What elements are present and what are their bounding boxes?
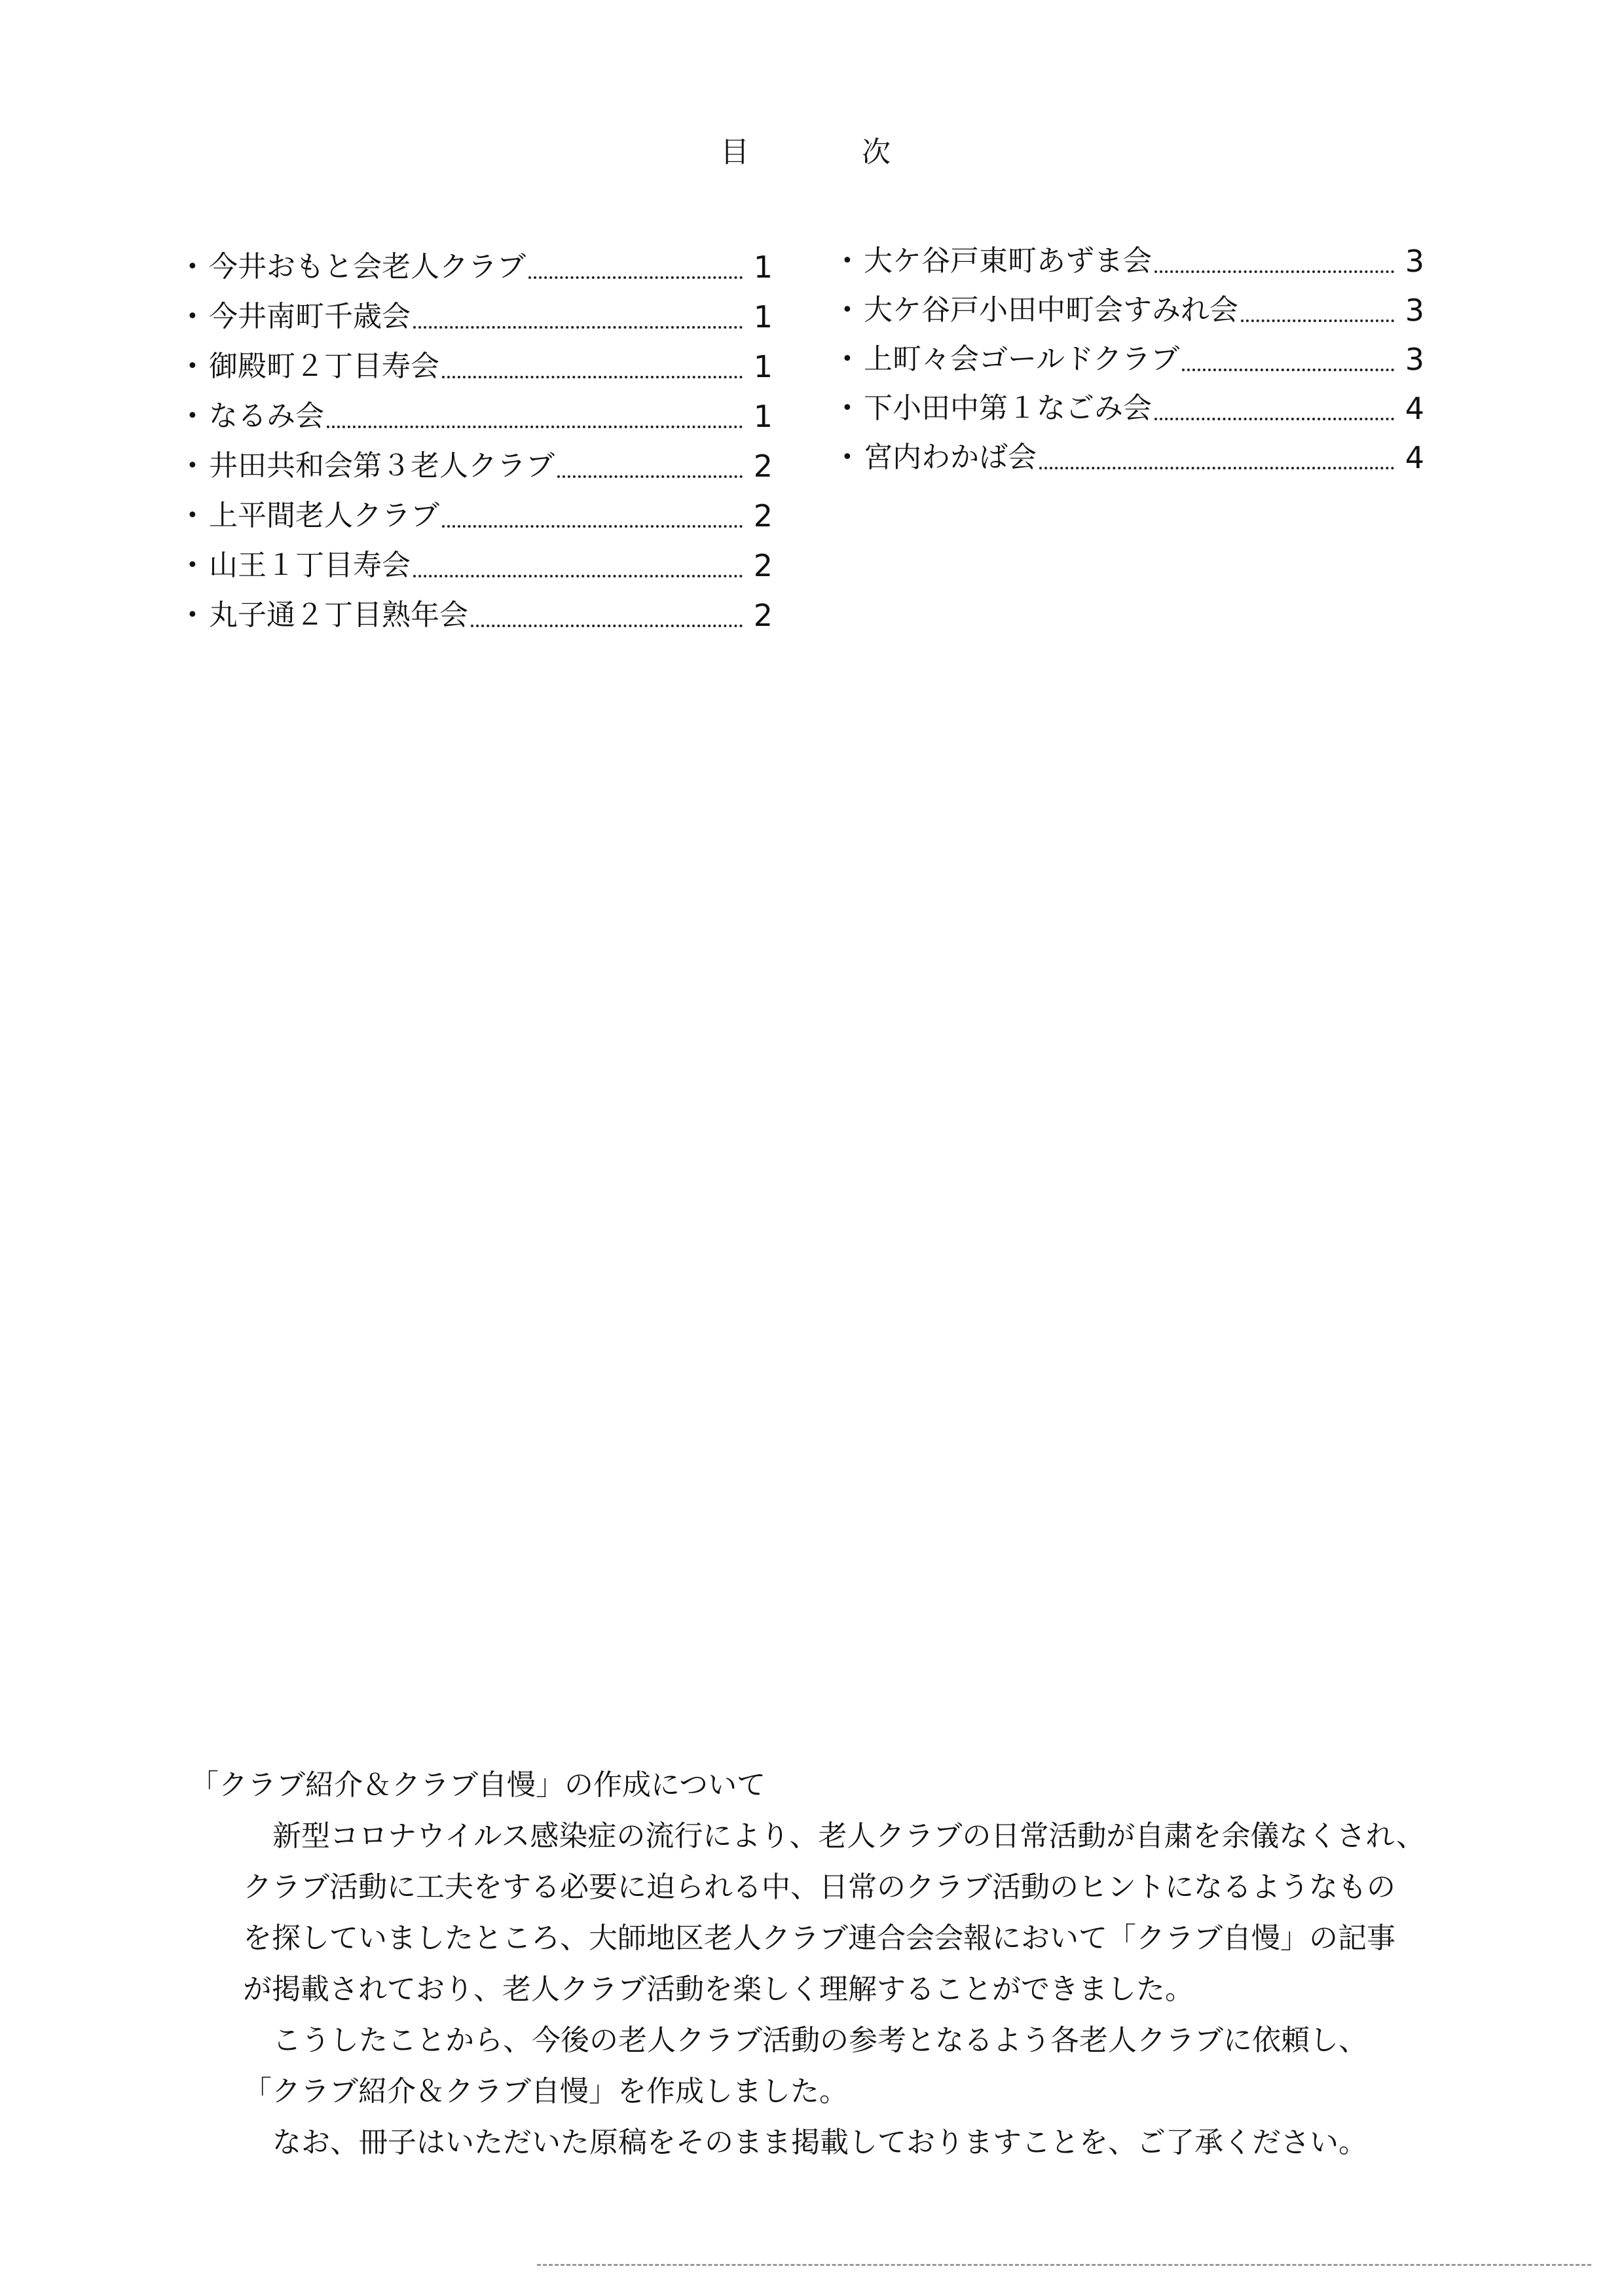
toc-dot-leader — [413, 575, 743, 577]
toc-entry[interactable] — [187, 534, 773, 584]
toc-dot-leader — [1154, 270, 1394, 273]
bullet-icon: • — [841, 348, 853, 371]
page-title-char-2: 次 — [862, 136, 891, 169]
toc-entry[interactable] — [187, 335, 773, 385]
toc-entry-label: 山王１丁目寿会 — [209, 549, 411, 582]
toc-entry-label: 上町々会ゴールドクラブ — [864, 342, 1180, 376]
intro-note-line: 「クラブ紹介＆クラブ自慢」を作成しました。 — [243, 2075, 848, 2108]
toc-entry[interactable] — [841, 280, 1424, 329]
toc-dot-leader — [413, 326, 743, 329]
page-title — [720, 134, 891, 171]
toc-entry-label: なるみ会 — [209, 399, 324, 433]
page-title-char-1: 目 — [720, 136, 749, 169]
toc-entry-page: 1 — [753, 249, 773, 285]
toc-entry-page: 1 — [753, 399, 773, 434]
toc-entry-page: 3 — [1405, 342, 1424, 377]
toc-dot-leader — [1039, 467, 1394, 469]
toc-entry-page: 2 — [753, 448, 773, 484]
bullet-icon: • — [841, 397, 853, 420]
toc-entry-label: 丸子通２丁目熟年会 — [209, 598, 468, 632]
toc-dot-leader — [1182, 369, 1394, 371]
toc-entry[interactable] — [187, 584, 773, 634]
bullet-icon: • — [841, 446, 853, 469]
toc-dot-leader — [327, 426, 743, 428]
toc-entry-page: 4 — [1405, 391, 1424, 426]
toc-dot-leader — [442, 525, 743, 528]
toc-entry-label: 大ケ谷戸東町あずま会 — [864, 244, 1152, 278]
bullet-icon: • — [187, 255, 198, 278]
toc-entry-page: 1 — [753, 299, 773, 335]
toc-entry[interactable] — [187, 385, 773, 435]
toc-entry-label: 御殿町２丁目寿会 — [209, 350, 439, 383]
bullet-icon: • — [187, 554, 198, 577]
toc-entry[interactable] — [841, 329, 1424, 378]
toc-entry-page: 2 — [753, 498, 773, 534]
intro-note — [190, 1760, 1466, 2168]
toc-dot-leader — [442, 376, 743, 378]
toc-entry-page: 1 — [753, 349, 773, 384]
toc-dot-leader — [528, 276, 743, 279]
toc-entry[interactable] — [841, 378, 1424, 427]
toc-dot-leader — [471, 625, 743, 627]
toc-entry-page: 4 — [1405, 440, 1424, 475]
toc-entry-page: 2 — [753, 598, 773, 633]
toc-right-column — [841, 230, 1424, 476]
bullet-icon: • — [187, 504, 198, 527]
toc-entry-label: 下小田中第１なごみ会 — [864, 392, 1152, 425]
toc-entry[interactable] — [187, 435, 773, 484]
bullet-icon: • — [187, 405, 198, 428]
intro-note-line: 新型コロナウイルス感染症の流行により、老人クラブの日常活動が自粛を余儀なくされ、 — [272, 1819, 1425, 1853]
bullet-icon: • — [841, 299, 853, 321]
toc-entry-page: 2 — [753, 548, 773, 583]
toc-entry-page: 3 — [1405, 293, 1424, 328]
toc-entry[interactable] — [187, 484, 773, 534]
toc-entry-page: 3 — [1405, 244, 1424, 279]
intro-note-line: が掲載されており、老人クラブ活動を楽しく理解することができました。 — [243, 1973, 1194, 2006]
toc-left-column — [187, 236, 773, 634]
toc-entry[interactable] — [187, 236, 773, 285]
toc-dot-leader — [1154, 418, 1394, 420]
toc-entry-label: 大ケ谷戸小田中町会すみれ会 — [864, 293, 1238, 327]
intro-note-line: こうしたことから、今後の老人クラブ活動の参考となるよう各老人クラブに依頼し、 — [272, 2024, 1367, 2057]
toc-dot-leader — [557, 475, 743, 478]
bullet-icon: • — [187, 604, 198, 627]
intro-note-line: クラブ活動に工夫をする必要に迫られる中、日常のクラブ活動のヒントになるようなもの — [243, 1870, 1395, 1904]
bullet-icon: • — [841, 249, 853, 272]
toc-entry-label: 宮内わかば会 — [864, 441, 1037, 474]
toc-entry-label: 今井南町千歳会 — [209, 300, 411, 333]
toc-entry-label: 井田共和会第３老人クラブ — [209, 449, 555, 483]
toc-entry-label: 上平間老人クラブ — [209, 499, 439, 532]
bullet-icon: • — [187, 305, 198, 328]
toc-entry[interactable] — [841, 230, 1424, 280]
toc-dot-leader — [1241, 319, 1394, 322]
intro-note-heading: 「クラブ紹介＆クラブ自慢」の作成について — [190, 1768, 766, 1802]
intro-note-body — [195, 1811, 1466, 2168]
intro-note-line: を探していましたところ、大師地区老人クラブ連合会会報において「クラブ自慢」の記事 — [243, 1922, 1395, 1955]
toc-entry[interactable] — [841, 427, 1424, 476]
intro-note-line: なお、冊子はいただいた原稿をそのまま掲載しておりますことを、ご了承ください。 — [272, 2126, 1367, 2159]
toc-entry[interactable] — [187, 285, 773, 335]
bullet-icon: • — [187, 355, 198, 378]
toc-entry-label: 今井おもと会老人クラブ — [209, 250, 526, 283]
bullet-icon: • — [187, 454, 198, 477]
bottom-divider — [537, 2264, 1591, 2266]
